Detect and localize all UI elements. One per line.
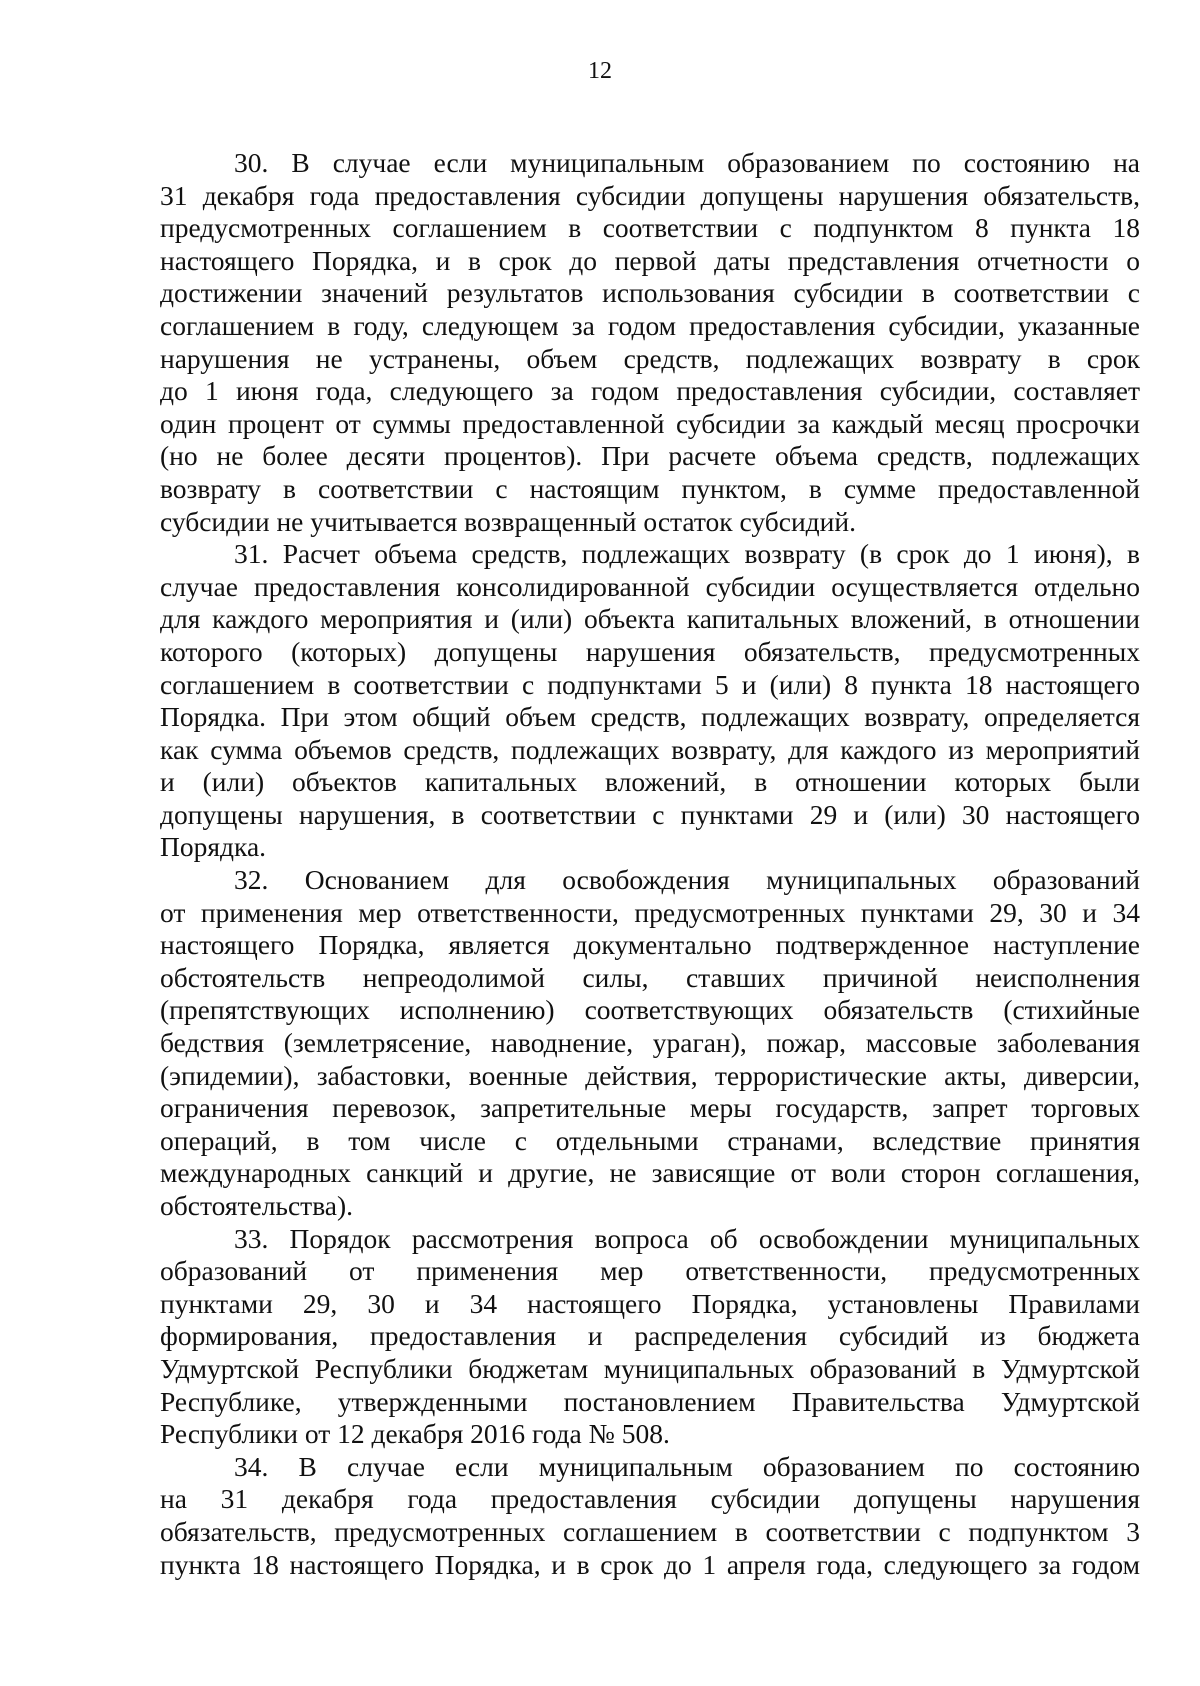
paragraph-line: обстоятельств непреодолимой силы, ставших причиной неисполнения [160,961,1140,993]
paragraph-line: (но не более десяти процентов). При расчете объема средств, подлежащих [160,440,1140,472]
paragraph-line: соглашением в соответствии с подпунктами 5 и (или) 8 пункта 18 настоящего [160,668,1140,700]
paragraph-line: допущены нарушения, в соответствии с пунктами 29 и (или) 30 настоящего [160,798,1140,830]
paragraph-line: и (или) объектов капитальных вложений, в отношении которых были [160,766,1140,798]
paragraph-line: Порядка. [160,831,267,863]
paragraph-line: предусмотренных соглашением в соответствии с подпунктом 8 пункта 18 [160,212,1140,244]
paragraph-line: образований от применения мер ответственности, предусмотренных [160,1255,1140,1287]
paragraph-line: один процент от суммы предоставленной субсидии за каждый месяц просрочки [160,407,1140,439]
paragraph-line: 31. Расчет объема средств, подлежащих возврату (в срок до 1 июня), в [234,538,1140,570]
paragraph-p30 [160,147,1140,538]
paragraph-line: Республике, утвержденными постановлением Правительства Удмуртской [160,1385,1140,1417]
paragraph-line: ограничения перевозок, запретительные меры государств, запрет торговых [160,1092,1140,1124]
paragraph-p31 [160,538,1140,864]
page-number: 12 [588,58,612,84]
paragraph-line: 30. В случае если муниципальным образованием по состоянию на [234,147,1140,178]
paragraph-line: 31 декабря года предоставления субсидии допущены нарушения обязательств, [160,179,1140,211]
paragraph-line: от применения мер ответственности, предусмотренных пунктами 29, 30 и 34 [160,896,1140,928]
paragraph-line: Порядка. При этом общий объем средств, подлежащих возврату, определяется [160,701,1140,733]
paragraph-line: обязательств, предусмотренных соглашением в соответствии с подпунктом 3 [160,1515,1140,1547]
paragraph-line: нарушения не устранены, объем средств, подлежащих возврату в срок [160,342,1140,374]
paragraph-line: формирования, предоставления и распределения субсидий из бюджета [160,1320,1140,1352]
paragraph-line: Удмуртской Республики бюджетам муниципальных образований в Удмуртской [160,1352,1140,1384]
paragraph-line: достижении значений результатов использования субсидии в соответствии с [160,277,1140,309]
paragraph-p33 [160,1223,1140,1451]
paragraph-line: настоящего Порядка, является документально подтвержденное наступление [160,929,1140,961]
paragraph-line: пункта 18 настоящего Порядка, и в срок до 1 апреля года, следующего за годом [160,1548,1140,1580]
paragraph-line: обстоятельства). [160,1190,354,1221]
paragraph-line: международных санкций и другие, не зависящие от воли сторон соглашения, [160,1157,1140,1189]
paragraph-p34 [160,1451,1140,1581]
paragraph-line: 33. Порядок рассмотрения вопроса об освобождении муниципальных [234,1222,1140,1254]
paragraph-line: на 31 декабря года предоставления субсидии допущены нарушения [160,1483,1140,1515]
paragraph-line: (препятствующих исполнению) соответствующих обязательств (стихийные [160,994,1140,1026]
paragraph-line: которого (которых) допущены нарушения обязательств, предусмотренных [160,635,1140,667]
paragraph-line: бедствия (землетрясение, наводнение, ураган), пожар, массовые заболевания [160,1027,1140,1059]
paragraph-line: пунктами 29, 30 и 34 настоящего Порядка, установлены Правилами [160,1287,1140,1319]
paragraph-line: как сумма объемов средств, подлежащих возврату, для каждого из мероприятий [160,733,1140,765]
document-body [160,147,1140,1581]
paragraph-line: Республики от 12 декабря 2016 года № 508. [160,1418,670,1450]
paragraph-line: соглашением в году, следующем за годом предоставления субсидии, указанные [160,309,1140,341]
paragraph-line: возврату в соответствии с настоящим пунктом, в сумме предоставленной [160,472,1140,504]
paragraph-line: (эпидемии), забастовки, военные действия, террористические акты, диверсии, [160,1059,1140,1091]
paragraph-line: 34. В случае если муниципальным образованием по состоянию [234,1450,1140,1482]
paragraph-line: настоящего Порядка, и в срок до первой даты представления отчетности о [160,244,1140,276]
paragraph-line: 32. Основанием для освобождения муниципальных образований [234,864,1140,896]
paragraph-line: операций, в том числе с отдельными странами, вследствие принятия [160,1124,1140,1156]
paragraph-line: до 1 июня года, следующего за годом предоставления субсидии, составляет [160,375,1140,407]
paragraph-line: для каждого мероприятия и (или) объекта капитальных вложений, в отношении [160,603,1140,635]
paragraph-p32 [160,864,1140,1223]
paragraph-line: случае предоставления консолидированной субсидии осуществляется отдельно [160,570,1140,602]
paragraph-line: субсидии не учитывается возвращенный остаток субсидий. [160,505,856,537]
